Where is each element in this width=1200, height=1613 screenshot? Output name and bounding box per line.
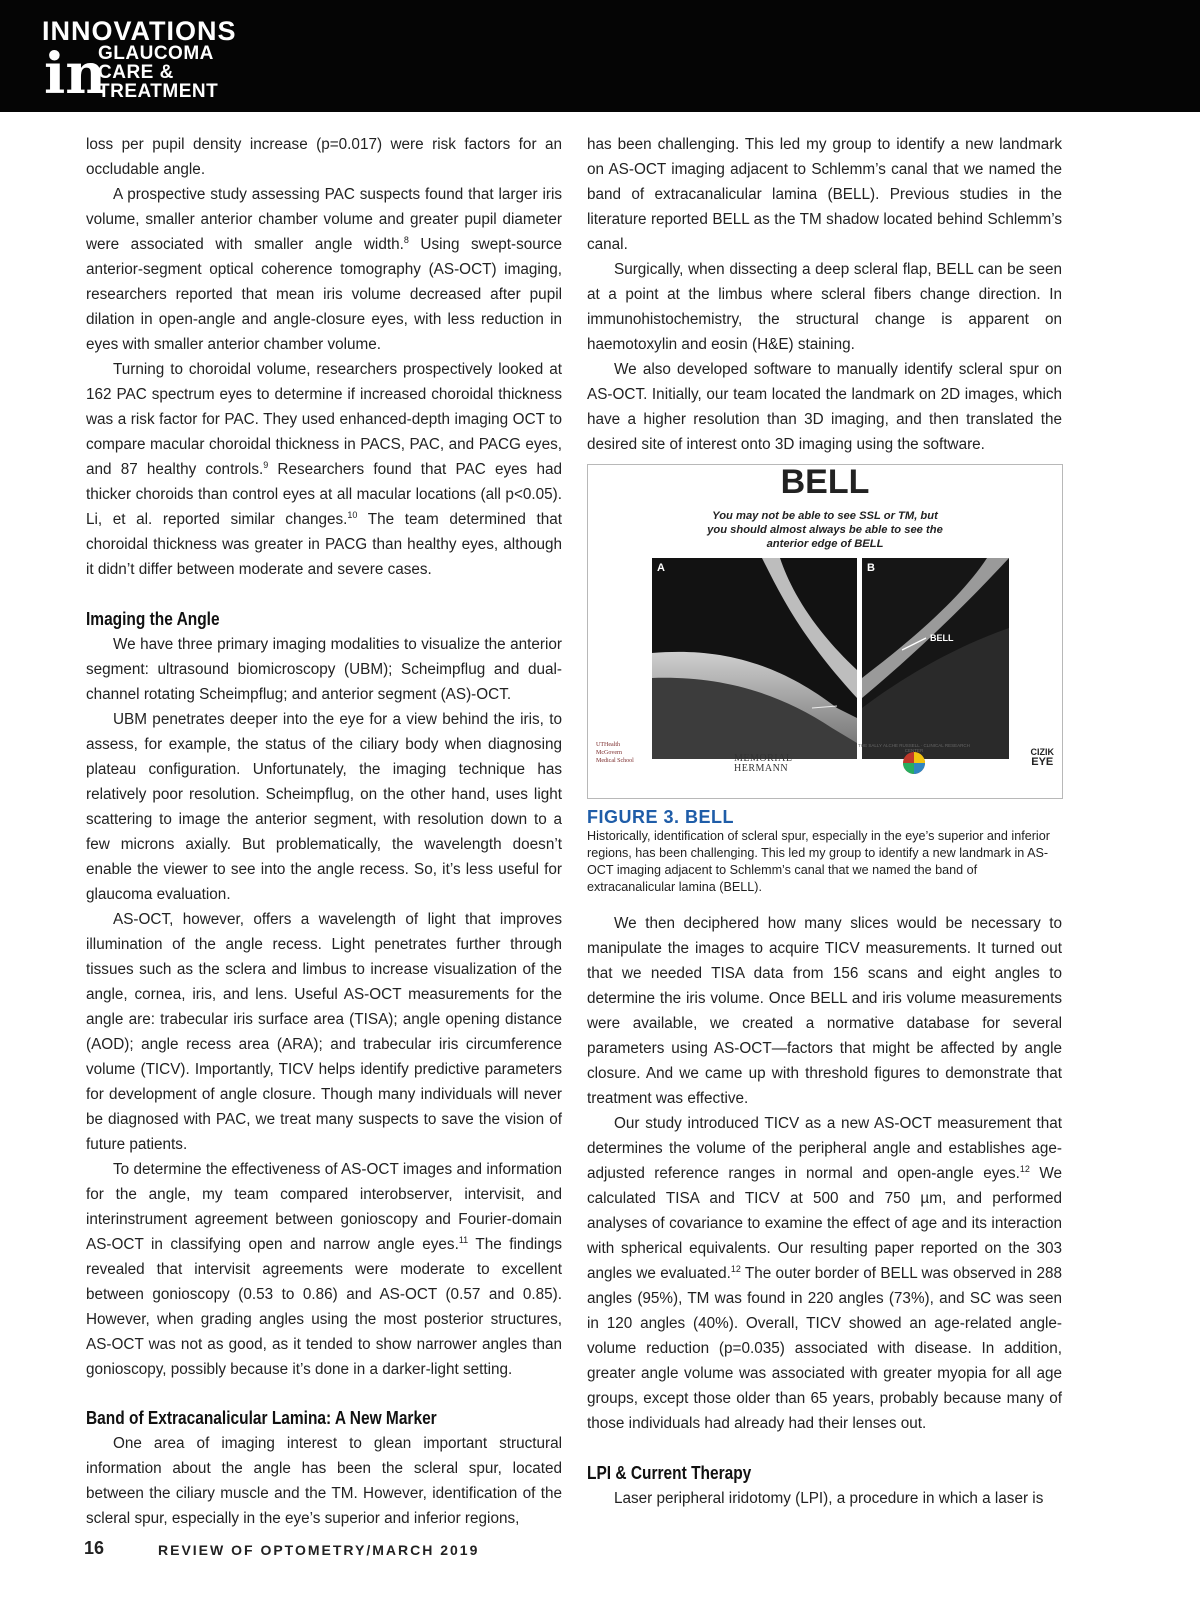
paragraph: Surgically, when dissecting a deep scleral flap, BELL can be seen at a point at the limbus where scleral fibers change direction. In immunohistochemistry, the structural change is apparent on haemotoxylin and eosin (H&E) staining. [587,261,1062,353]
figure-title: BELL [780,463,870,501]
logo-innovations: INNOVATIONS [42,16,237,46]
paragraph: We then deciphered how many slices would be necessary to manipulate the images to acquire TICV measurements. It turned out that we needed TISA data from 156 scans and eight angles to determine the iris volume. Once BELL and iris volume measurements were available, we created a normative database for several parameters using AS-OCT—factors that might be affected by angle closure. And we came up with threshold figures to demonstrate that treatment was effective. [587,915,1062,1107]
reference-marker: 11 [458,1235,469,1245]
uthealth-logo: UTHealth McGovern Medical School [596,742,634,764]
figure-subtitle: You may not be able to see SSL or TM, but you should almost always be able to see the anterior edge of BELL [707,510,943,550]
logo-line-treatment: TREATMENT [98,81,219,102]
paragraph: UBM penetrates deeper into the eye for a view behind the iris, to assess, for example, the status of the ciliary body when diagnosing plateau configuration. Unfortunately, the imaging technique has relatively poor resolution. Scheimpflug, on the other hand, uses light scattering to image the anterior segment, with resolution down to a few microns axially. But problematically, the wavelength doesn’t enable the viewer to see into the angle recess. So, it’s less useful for glaucoma evaluation. [86,711,562,903]
paragraph: One area of imaging interest to glean important structural information about the angle has been the scleral spur, located between the ciliary muscle and the TM. However, identification of the scleral spur, especially in the eye’s superior and inferior regions, [86,1435,562,1527]
paragraph: We also developed software to manually identify scleral spur on AS-OCT. Initially, our team located the landmark on 2D images, which have a higher resolution than 3D imaging, and then translated the desired site of interest onto 3D imaging using the software. [587,361,1062,453]
reference-marker: 12 [730,1264,741,1274]
memorial-hermann-logo: MEMORIAL HERMANN [734,753,793,774]
reference-marker: 12 [1019,1164,1030,1174]
paragraph: We have three primary imaging modalities to visualize the anterior segment: ultrasound biomicroscopy (UBM); Scheimpflug and dual-channel rotating Scheimpflug; and anterior segment (AS)-OCT. [86,636,562,703]
oct-scan-panel-b [862,558,1009,759]
right-column [587,132,1062,1511]
russell-center-logo: THE SALLY ALCHE RUSSELL · CLINICAL RESEARCH CENTER [864,745,964,785]
sponsor-logos [588,741,1062,791]
bell-pointer-label: BELL [930,633,954,643]
section-heading-bell: Band of Extracanalicular Lamina: A New Marker [86,1408,437,1428]
panel-label-b: B [867,562,875,574]
figure-bell [587,464,1063,799]
panel-label-a: A [657,562,665,574]
section-heading-imaging: Imaging the Angle [86,609,220,629]
figure-caption-title: FIGURE 3. BELL [587,807,735,827]
oct-scan-image-a [652,558,857,759]
magazine-issue: REVIEW OF OPTOMETRY/MARCH 2019 [158,1542,480,1558]
paragraph: A prospective study assessing PAC suspects found that larger iris volume, smaller anterior chamber volume and greater pupil diameter were associated with smaller angle width.$^8$ Using swept-source anterior-segment optical coherence tomography (AS-OCT) imaging, researchers reported that mean iris volume decreased after pupil dilation in open-angle and angle-closure eyes, with less reduction in eyes with smaller anterior chamber volume. [86,186,562,353]
page-number: 16 [84,1538,105,1558]
paragraph: has been challenging. This led my group to identify a new landmark on AS-OCT imaging adjacent to Schlemm’s canal that we named the band of extracanalicular lamina (BELL). Previous studies in the literature reported BELL as the TM shadow located behind Schlemm’s canal. [587,136,1062,253]
paragraph: loss per pupil density increase (p=0.017) were risk factors for an occludable angle. [86,136,562,178]
section-heading-lpi: LPI & Current Therapy [587,1463,752,1483]
left-column [86,132,562,1531]
oct-scan-image-b [862,558,1009,759]
reference-marker: 9 [263,460,269,470]
reference-marker: 10 [347,510,358,520]
logo-line-care: CARE & [98,62,174,83]
masthead [0,0,1200,112]
paragraph: Laser peripheral iridotomy (LPI), a procedure in which a laser is [614,1490,1044,1507]
reference-marker: 8 [403,235,409,245]
paragraph: Turning to choroidal volume, researchers prospectively looked at 162 PAC spectrum eyes to determine if increased choroidal thickness was a risk factor for PAC. They used enhanced-depth imaging OCT to compare macular choroidal thickness in PACS, PAC, and PACG eyes, and 87 healthy controls.$^9$ Researchers found that PAC eyes had thicker choroids than control eyes at all macular locations (all p<0.05). Li, et al. reported similar changes.$^{10}$ The team determined that choroidal thickness was greater in PACG than healthy eyes, although it didn’t differ between moderate and severe cases. [86,361,562,578]
oct-scan-panel-a [652,558,857,759]
figure-caption: Historically, identification of scleral spur, especially in the eye’s superior and inferior regions, has been challenging. This led my group to identify a new landmark in AS-OCT imaging adjacent to Schlemm’s canal that we named the band of extracanalicular lamina (BELL). [587,829,1050,894]
paragraph: AS-OCT, however, offers a wavelength of light that improves illumination of the angle recess. Light penetrates further through tissues such as the sclera and limbus to increase visualization of the angle, cornea, iris, and lens. Useful AS-OCT measurements for the angle are: trabecular iris surface area (TISA); angle opening distance (AOD); angle recess area (ARA); and trabecular iris circumference volume (TICV). Importantly, TICV helps identify predictive parameters for development of angle closure. Though many individuals will never be diagnosed with PAC, we treat many suspects to save the vision of future patients. [86,911,562,1153]
logo-line-glaucoma: GLAUCOMA [98,43,214,64]
logo-in: in [44,41,106,107]
cizik-eye-logo: CIZIK EYE [1030,747,1054,768]
paragraph: Our study introduced TICV as a new AS-OCT measurement that determines the volume of the peripheral angle and establishes age-adjusted reference ranges in normal and open-angle eyes.$^{12}$ We calculated TISA and TICV at 500 and 750 µm, and performed analyses of covariance to examine the effect of age and its interaction with spherical equivalents. Our resulting paper reported on the 303 angles we evaluated.$^{12}$ The outer border of BELL was observed in 288 angles (95%), TM was found in 220 angles (73%), and SC was seen in 120 angles (40%). Overall, TICV showed an age-related angle-volume reduction (p=0.035) associated with disease. In addition, greater angle volume was associated with greater myopia for all age groups, except those older than 65 years, probably because many of those individuals had already had their lenses out. [587,1115,1063,1432]
paragraph: To determine the effectiveness of AS-OCT images and information for the angle, my team compared interobserver, intervisit, and interinstrument agreement between gonioscopy and Fourier-domain AS-OCT in classifying open and narrow angle eyes.$^{11}$ The findings revealed that intervisit agreements were moderate to excellent between gonioscopy (0.53 to 0.86) and AS-OCT (0.57 and 0.85). However, when grading angles using the most posterior structures, AS-OCT was not as good, as it tended to show narrower angles than gonioscopy, possibly because it’s done in a darker-light setting. [86,1161,562,1378]
